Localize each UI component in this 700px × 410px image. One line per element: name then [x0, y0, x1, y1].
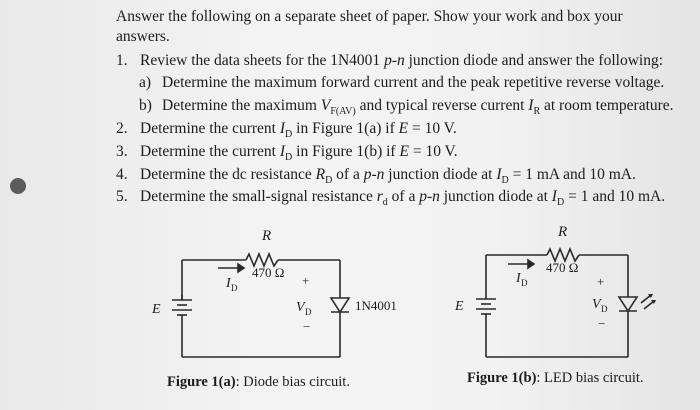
current-label: I: [226, 276, 231, 291]
led-symbol: [619, 297, 637, 311]
symbol: I: [279, 143, 286, 160]
current-subscript: D: [231, 283, 238, 293]
current-label: I: [516, 271, 521, 286]
question-text: junction diode at: [384, 166, 497, 183]
question-text: in Figure 1(b) if: [292, 143, 400, 160]
question-text: Determine the current: [140, 143, 280, 160]
pn-term: p-n: [384, 52, 405, 69]
symbol-subscript: D: [556, 197, 565, 209]
voltage-label: V: [592, 297, 601, 312]
pn-term: p-n: [419, 188, 440, 205]
question-text: Review the data sheets for the 1N4001: [140, 52, 385, 69]
question-text: junction diode at: [439, 188, 552, 205]
question-text: in Figure 1(a) if: [292, 120, 399, 137]
question-text: = 1 mA and 10 mA.: [508, 166, 636, 183]
pn-term: p-n: [363, 166, 385, 183]
question-number: 5.: [116, 188, 128, 205]
figure-1b-caption: [467, 370, 644, 387]
question-text: of a: [387, 188, 420, 205]
symbol-subscript: d: [382, 197, 388, 209]
question-text: and typical reverse current: [355, 97, 529, 114]
question-text: Determine the maximum forward current and the peak repetitive reverse voltage.: [162, 74, 665, 91]
caption-label: Figure 1(b): [467, 370, 537, 386]
question-text: Determine the current: [140, 120, 280, 137]
source-label: E: [152, 302, 161, 317]
symbol: I: [279, 120, 286, 137]
question-number: 2.: [116, 120, 128, 137]
question-text: Determine the dc resistance: [140, 166, 316, 183]
symbol: V: [320, 97, 331, 114]
symbol-subscript: D: [285, 129, 293, 141]
symbol: E: [399, 143, 409, 160]
diode-symbol: [331, 298, 349, 312]
caption-text: : Diode bias circuit.: [235, 374, 350, 390]
figure-1a-caption: [167, 374, 350, 391]
caption-label: Figure 1(a): [167, 374, 236, 390]
current-arrowhead: [528, 260, 534, 268]
resistor-value: 470 Ω: [252, 265, 285, 280]
symbol: I: [528, 97, 534, 114]
question-text: = 10 V.: [408, 143, 458, 160]
subquestion-label: a): [139, 74, 152, 91]
question-text: at room temperature.: [540, 97, 674, 114]
diode-part-label: 1N4001: [355, 298, 397, 313]
question-number: 1.: [116, 52, 128, 69]
minus-sign: −: [598, 316, 606, 331]
intro-line-2: answers.: [116, 28, 170, 45]
symbol: E: [398, 120, 409, 137]
resistor-label: R: [558, 224, 568, 240]
symbol: I: [551, 188, 557, 205]
symbol: I: [496, 166, 502, 183]
current-subscript: D: [521, 278, 528, 288]
question-text: of a: [332, 166, 364, 183]
plus-sign: +: [302, 273, 310, 288]
voltage-label: V: [296, 300, 305, 315]
voltage-subscript: D: [601, 304, 608, 314]
voltage-subscript: D: [305, 307, 312, 317]
symbol-subscript: D: [501, 175, 509, 187]
resistor-value: 470 Ω: [546, 260, 579, 275]
resistor-label: R: [262, 228, 272, 244]
question-text: junction diode and answer the following:: [404, 52, 664, 69]
subquestion-label: b): [139, 97, 152, 114]
question-text: = 1 and 10 mA.: [564, 188, 666, 205]
source-label: E: [455, 299, 464, 314]
question-number: 3.: [116, 143, 128, 160]
question-text: Determine the maximum: [162, 97, 321, 114]
symbol-subscript: F(AV): [330, 106, 356, 118]
question-text: = 10 V.: [408, 120, 457, 137]
intro-line-1: Answer the following on a separate sheet of paper. Show your work and box your: [116, 8, 623, 25]
symbol: R: [315, 166, 326, 183]
symbol: r: [376, 188, 383, 205]
symbol-subscript: D: [285, 152, 293, 164]
caption-text: : LED bias circuit.: [536, 370, 644, 386]
current-arrowhead: [238, 264, 244, 272]
light-arrow: [641, 295, 651, 303]
light-arrow: [644, 301, 654, 309]
question-number: 4.: [116, 166, 128, 183]
symbol-subscript: R: [533, 106, 541, 118]
question-text: Determine the small-signal resistance: [140, 188, 377, 205]
plus-sign: +: [597, 274, 605, 289]
minus-sign: −: [303, 319, 311, 334]
symbol-subscript: D: [325, 175, 333, 187]
